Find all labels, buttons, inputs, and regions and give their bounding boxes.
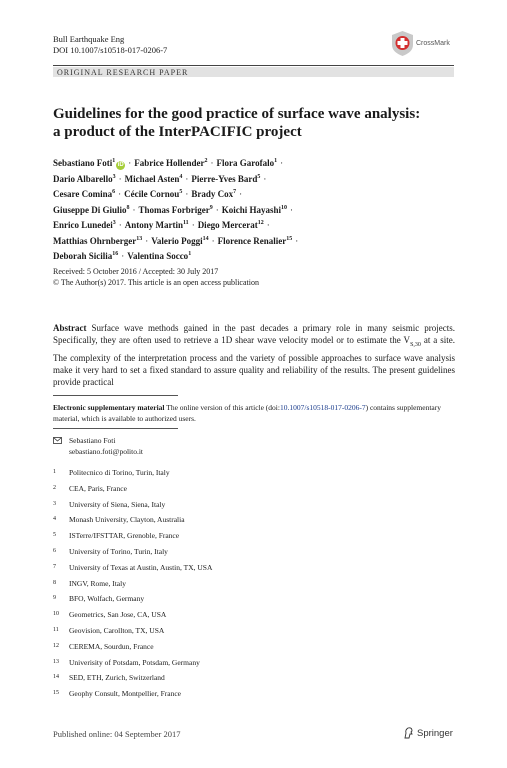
- author-affiliation-ref: 13: [136, 235, 143, 242]
- author-name: Valerio Poggi: [151, 235, 203, 246]
- copyright-line: © The Author(s) 2017. This article is an open access publication: [53, 278, 259, 287]
- esm-note: [53, 403, 455, 424]
- author-separator: ·: [211, 235, 215, 246]
- author-affiliation-ref: 3: [112, 173, 116, 180]
- author-name: Koichi Hayashi: [221, 204, 282, 215]
- abstract-subscript: S,30: [410, 342, 421, 349]
- affiliation-item: [53, 673, 455, 689]
- journal-name: Bull Earthquake Eng: [53, 34, 125, 44]
- affiliation-text: Geometrics, San Jose, CA, USA: [69, 610, 167, 620]
- author-separator: ·: [290, 204, 294, 215]
- affiliation-item: [53, 531, 455, 547]
- journal-header: [53, 34, 167, 56]
- journal-doi: DOI 10.1007/s10518-017-0206-7: [53, 45, 168, 55]
- author-name: Sebastiano Foti: [53, 158, 113, 168]
- affiliation-text: University of Texas at Austin, Austin, TX, USA: [69, 562, 213, 572]
- author-affiliation-ref: 6: [112, 189, 116, 195]
- author-separator: ·: [280, 158, 284, 168]
- affiliation-number: 9: [53, 595, 56, 602]
- author-separator: ·: [239, 189, 243, 199]
- author-separator: ·: [295, 235, 299, 246]
- affiliation-text: INGV, Rome, Italy: [69, 578, 126, 588]
- correspondence: [53, 436, 143, 457]
- springer-horse-icon: [403, 727, 414, 739]
- author-separator: ·: [132, 204, 136, 215]
- author-line: [53, 171, 455, 187]
- affiliation-item: [53, 594, 455, 610]
- author-separator: ·: [210, 158, 214, 168]
- title-line: a product of the InterPACIFIC project: [53, 124, 302, 140]
- author-name: Giuseppe Di Giulio: [53, 204, 127, 215]
- header-rule: [53, 65, 454, 66]
- affiliation-item: [53, 468, 455, 484]
- author-list: [53, 155, 455, 264]
- affiliation-number: 5: [53, 532, 56, 539]
- section-label: ORIGINAL RESEARCH PAPER: [57, 67, 189, 77]
- author-separator: ·: [185, 189, 189, 199]
- affiliation-item: [53, 626, 455, 642]
- author-separator: ·: [191, 220, 195, 230]
- author-affiliation-ref: 10: [281, 204, 288, 211]
- author-affiliation-ref: 1: [274, 158, 278, 164]
- author-name: Enrico Lunedei: [53, 220, 113, 230]
- affiliation-item: [53, 658, 455, 674]
- author-line: [53, 248, 455, 264]
- affiliation-text: Geophy Consult, Montpellier, France: [69, 689, 181, 699]
- corresponding-email[interactable]: sebastiano.foti@polito.it: [69, 446, 143, 456]
- author-name: Michael Asten: [124, 173, 180, 184]
- affiliation-number: 8: [53, 579, 56, 586]
- abstract: [53, 322, 455, 389]
- author-line: [53, 186, 455, 202]
- author-separator: ·: [118, 220, 122, 230]
- crossmark-label: CrossMark: [416, 40, 450, 47]
- affiliation-item: [53, 484, 455, 500]
- esm-text: The online version of this article (doi:: [164, 403, 280, 412]
- author-affiliation-ref: 12: [257, 220, 264, 226]
- affiliation-list: [53, 468, 455, 705]
- affiliation-item: [53, 642, 455, 658]
- author-affiliation-ref: 8: [126, 204, 130, 211]
- author-separator: ·: [266, 220, 270, 230]
- abstract-label: Abstract: [53, 323, 87, 333]
- author-name: Pierre-Yves Bard: [191, 173, 258, 184]
- author-name: Antony Martin: [124, 220, 184, 230]
- author-affiliation-ref: 1: [188, 251, 192, 257]
- affiliation-number: 4: [53, 516, 56, 523]
- orcid-icon[interactable]: iD: [117, 162, 124, 168]
- author-name: Dario Albarello: [53, 173, 113, 184]
- author-affiliation-ref: 15: [286, 235, 293, 242]
- affiliation-text: Geovision, Carollton, TX, USA: [69, 625, 165, 635]
- esm-label: Electronic supplementary material: [53, 403, 165, 412]
- crossmark-badge[interactable]: [392, 31, 450, 56]
- author-name: Diego Mercerat: [197, 220, 258, 230]
- affiliation-text: SED, ETH, Zurich, Switzerland: [69, 673, 165, 683]
- affiliation-item: [53, 610, 455, 626]
- corresponding-author: Sebastiano Foti: [69, 436, 116, 445]
- footnote-rule: [53, 395, 178, 396]
- affiliation-text: Univerisity of Potsdam, Potsdam, Germany: [69, 657, 200, 667]
- affiliation-text: Politecnico di Torino, Turin, Italy: [69, 468, 170, 477]
- crossmark-icon: [392, 31, 413, 56]
- author-affiliation-ref: 4: [179, 173, 183, 180]
- author-name: Valentina Socco: [127, 251, 189, 261]
- affiliation-text: BFO, Wolfach, Germany: [69, 594, 145, 604]
- article-title: [53, 105, 455, 141]
- affiliation-text: ISTerre/IFSTTAR, Grenoble, France: [69, 531, 180, 541]
- springer-label: Springer: [417, 727, 453, 739]
- author-separator: ·: [118, 173, 122, 184]
- author-affiliation-ref: 14: [202, 235, 209, 242]
- author-separator: ·: [128, 158, 132, 168]
- author-affiliation-ref: 3: [112, 220, 116, 226]
- esm-doi-link[interactable]: 10.1007/s10518-017-0206-7: [279, 403, 366, 412]
- received-accepted: Received: 5 October 2016 / Accepted: 30 July 2017: [53, 267, 219, 276]
- springer-logo: [403, 727, 453, 739]
- author-name: Thomas Forbriger: [138, 204, 210, 215]
- author-name: Fabrice Hollender: [134, 158, 205, 168]
- affiliation-number: 14: [53, 674, 59, 681]
- author-separator: ·: [145, 235, 149, 246]
- title-line: Guidelines for the good practice of surface wave analysis:: [53, 106, 421, 122]
- author-name: Deborah Sicilia: [53, 251, 113, 261]
- author-name: Matthias Ohrnberger: [53, 235, 137, 246]
- affiliation-text: University of Siena, Siena, Italy: [69, 499, 166, 509]
- author-affiliation-ref: 2: [204, 158, 208, 164]
- affiliation-number: 7: [53, 563, 56, 570]
- author-affiliation-ref: 5: [179, 189, 183, 195]
- affiliation-number: 11: [53, 626, 59, 633]
- author-line: [53, 202, 455, 218]
- author-separator: ·: [118, 189, 122, 199]
- affiliation-text: Monash University, Clayton, Australia: [69, 515, 185, 525]
- abstract-text-cont: at a site. The complexity of the interpretation process and the variety of possible approaches to surface wave analysis make it very hard to set a fixed standard to assure quality and reliability of the results. The present guidelines provide practical: [53, 335, 455, 388]
- affiliation-text: CEREMA, Sourdun, France: [69, 641, 154, 651]
- author-affiliation-ref: 1: [112, 158, 116, 164]
- author-separator: ·: [185, 173, 189, 184]
- author-separator: ·: [263, 173, 267, 184]
- author-name: Cesare Comina: [53, 189, 113, 199]
- author-affiliation-ref: 16: [112, 251, 119, 257]
- affiliation-number: 13: [53, 658, 59, 665]
- author-affiliation-ref: 11: [183, 220, 189, 226]
- affiliation-item: [53, 547, 455, 563]
- abstract-text: Surface wave methods gained in the past decades a primary role in many seismic projects. Specifically, they are often used to retrieve a 1D shear wave velocity model or to estimate the V: [53, 323, 455, 346]
- author-affiliation-ref: 9: [209, 204, 213, 211]
- author-separator: ·: [121, 251, 125, 261]
- author-name: Brady Cox: [191, 189, 234, 199]
- author-line: [53, 233, 455, 249]
- author-name: Flora Garofalo: [216, 158, 275, 168]
- affiliation-item: [53, 563, 455, 579]
- esm-text-after: ) contains supplementary material, which is available to authorized users.: [53, 403, 442, 423]
- published-online: Published online: 04 September 2017: [53, 729, 181, 739]
- author-line: [53, 155, 455, 171]
- affiliation-number: 2: [53, 484, 56, 491]
- author-separator: ·: [215, 204, 219, 215]
- affiliation-number: 1: [53, 469, 56, 475]
- author-affiliation-ref: 7: [233, 189, 237, 195]
- affiliation-text: University of Torino, Turin, Italy: [69, 546, 168, 556]
- affiliation-item: [53, 515, 455, 531]
- affiliation-number: 3: [53, 500, 56, 507]
- affiliation-item: [53, 500, 455, 516]
- affiliation-item: [53, 579, 455, 595]
- footnote-rule-2: [53, 428, 178, 429]
- author-name: Florence Renalier: [217, 235, 287, 246]
- author-line: [53, 217, 455, 233]
- envelope-icon: [53, 437, 62, 444]
- affiliation-text: CEA, Paris, France: [69, 483, 127, 493]
- affiliation-number: 15: [53, 690, 59, 697]
- affiliation-item: [53, 689, 455, 705]
- article-dates: [53, 266, 259, 288]
- author-affiliation-ref: 5: [257, 173, 261, 180]
- author-name: Cécile Cornou: [124, 189, 180, 199]
- affiliation-number: 12: [53, 642, 59, 649]
- affiliation-number: 6: [53, 547, 56, 554]
- affiliation-number: 10: [53, 611, 59, 618]
